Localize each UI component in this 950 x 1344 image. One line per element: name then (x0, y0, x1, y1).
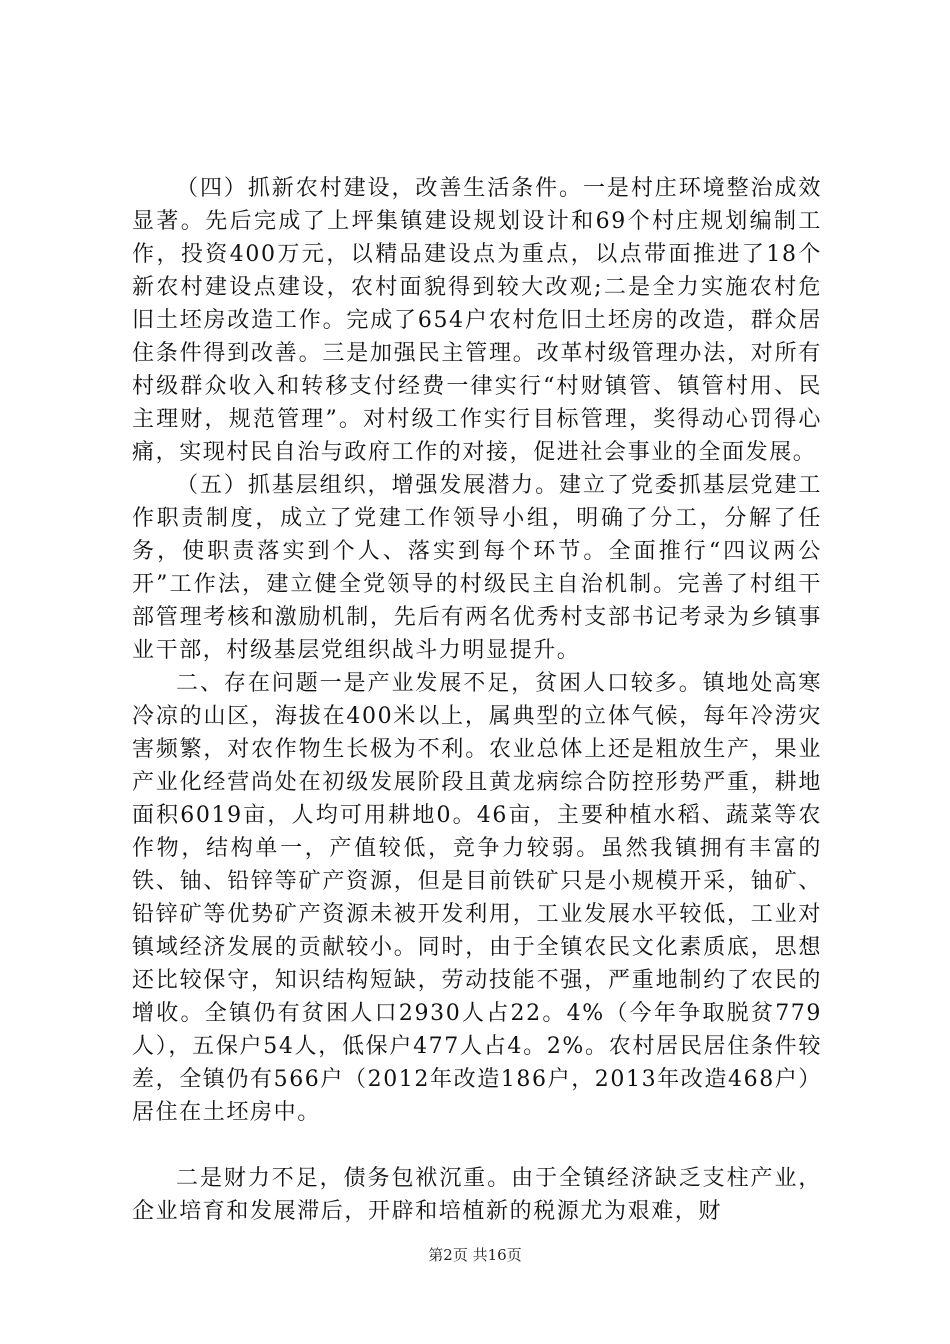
paragraph-existing-problems: 二、存在问题一是产业发展不足，贫困人口较多。镇地处高寒冷凉的山区，海拔在400米以上，属典型的立体气候，每年冷涝灾害频繁，对农作物生长极为不利。农业总体上还是粗放生产，果业产业化经营尚处在初级发展阶段且黄龙病综合防控形势严重，耕地面积6019亩，人均可用耕地0。46亩，主要种植水稻、蔬菜等农作物，结构单一，产值较低，竞争力较弱。虽然我镇拥有丰富的铁、铀、铅锌等矿产资源，但是目前铁矿只是小规模开采，铀矿、铅锌矿等优势矿产资源未被开发利用，工业发展水平较低，工业对镇域经济发展的贡献较小。同时，由于全镇农民文化素质底，思想还比较保守，知识结构短缺，劳动技能不强，严重地制约了农民的增收。全镇仍有贫困人口2930人占22。4%（今年争取脱贫779人），五保户54人，低保户477人占4。2%。农村居民居住条件较差，全镇仍有566户（2012年改造186户，2013年改造468户）居住在土坯房中。 (132, 671, 822, 1125)
page-footer: 第2页 共16页 (428, 1246, 522, 1264)
document-body (132, 172, 822, 1228)
paragraph-new-rural-construction: （四）抓新农村建设，改善生活条件。一是村庄环境整治成效显著。先后完成了上坪集镇建设规划设计和69个村庄规划编制工作，投资400万元，以精品建设点为重点，以点带面推进了18个新农村建设点建设，农村面貌得到较大改观;二是全力实施农村危旧土坯房改造工作。完成了654户农村危旧土坯房的改造，群众居住条件得到改善。三是加强民主管理。改革村级管理办法，对所有村级群众收入和转移支付经费一律实行“村财镇管、镇管村用、民主理财，规范管理”。对村级工作实行目标管理，奖得动心罚得心痛，实现村民自治与政府工作的对接，促进社会事业的全面发展。 (132, 176, 822, 465)
paragraph-grassroots-organization: （五）抓基层组织，增强发展潜力。建立了党委抓基层党建工作职责制度，成立了党建工作领导小组，明确了分工，分解了任务，使职责落实到个人、落实到每个环节。全面推行“四议两公开”工作法，建立健全党领导的村级民主自治机制。完善了村组干部管理考核和激励机制，先后有两名优秀村支部书记考录为乡镇事业干部，村级基层党组织战斗力明显提升。 (132, 473, 822, 663)
paragraph-financial-shortage: 二是财力不足，债务包袱沉重。由于全镇经济缺乏支柱产业，企业培育和发展滞后，开辟和培植新的税源尤为艰难，财 (132, 1166, 822, 1224)
